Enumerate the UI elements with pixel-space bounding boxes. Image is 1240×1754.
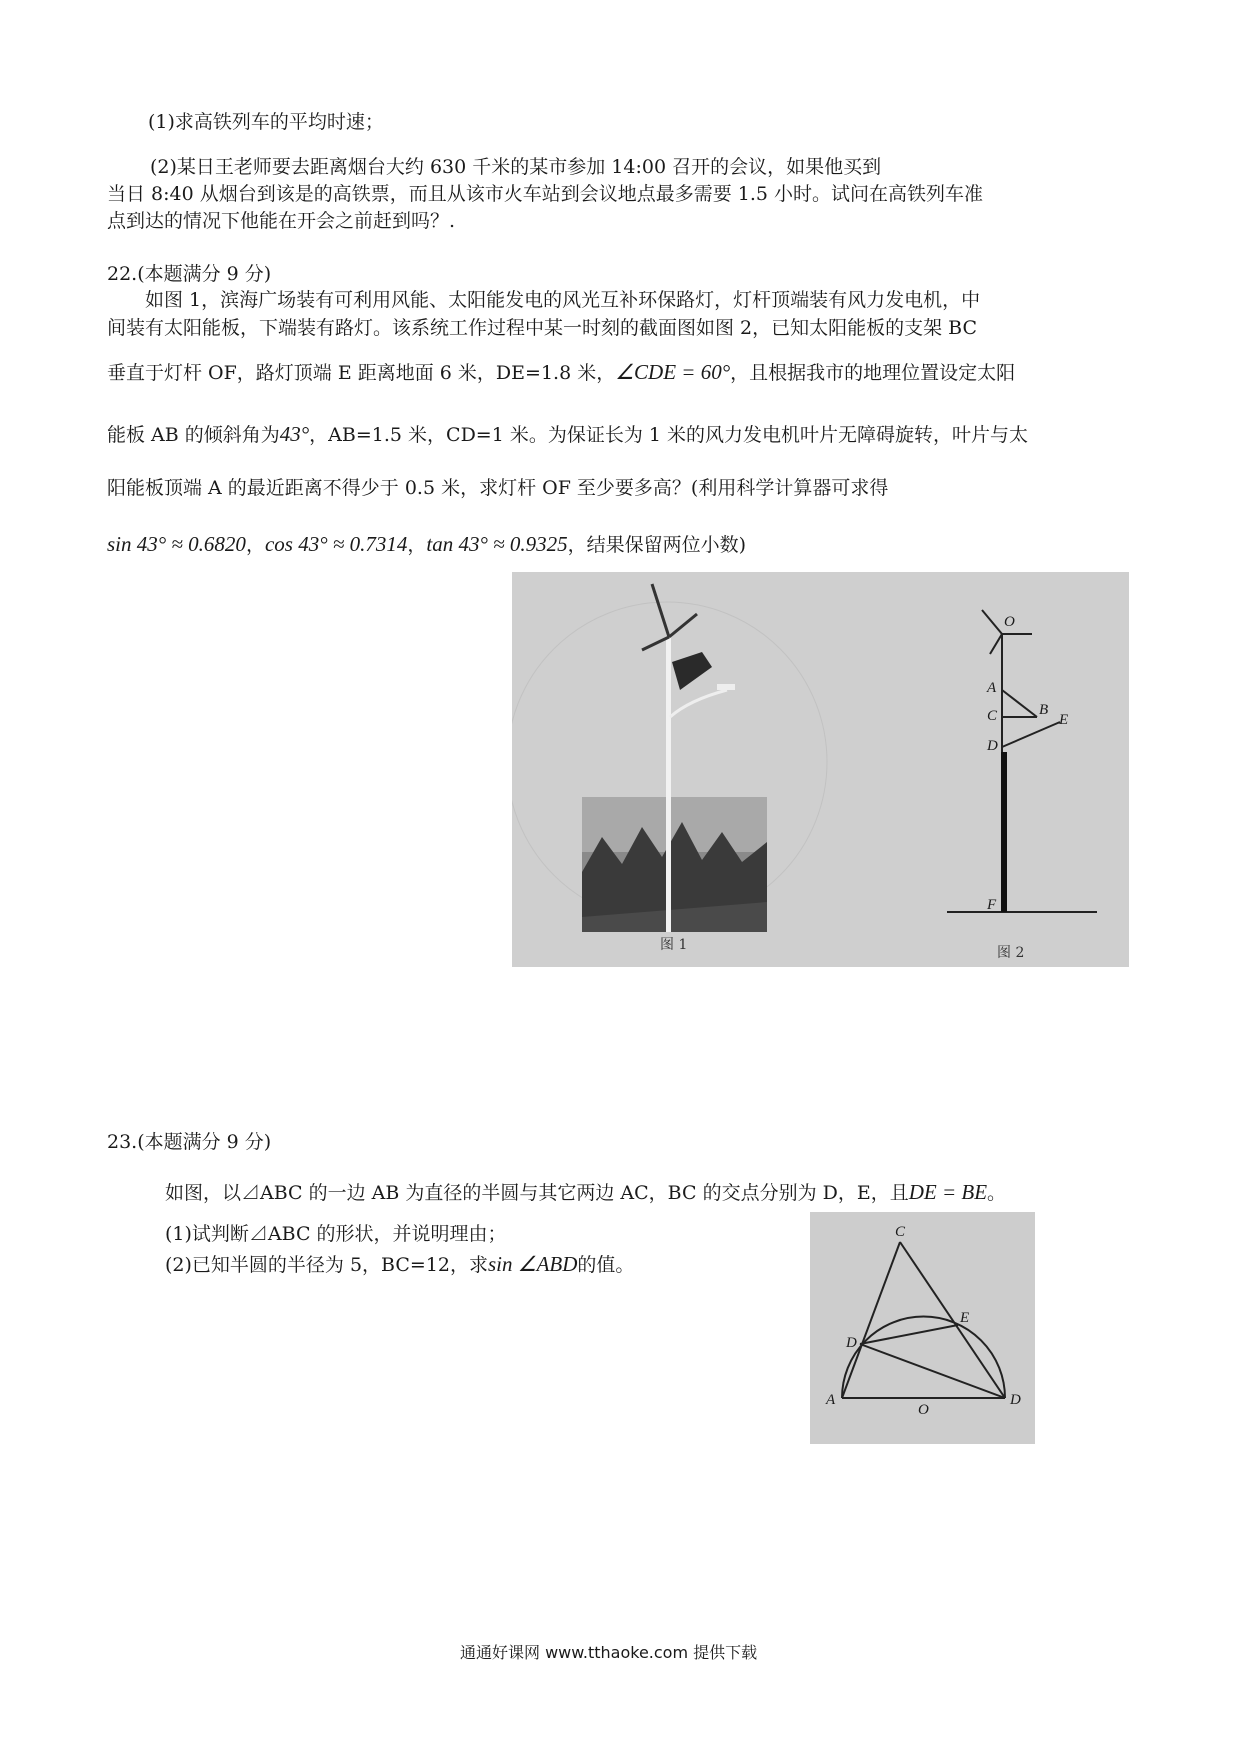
cos43-formula: cos 43° ≈ 0.7314 <box>264 532 408 556</box>
q21-part1: (1)求高铁列车的平均时速； <box>148 111 384 133</box>
q23-part2-b: 的值。 <box>577 1254 635 1276</box>
q23-stem-b: 。 <box>987 1182 1007 1204</box>
q22-text-line4-a: 能板 AB 的倾斜角为 <box>107 424 280 446</box>
sin43-formula: sin 43° ≈ 0.6820 <box>107 532 246 556</box>
q21-part2-line2: 当日 8:40 从烟台到该是的高铁票，而且从该市火车站到会议地点最多需要 1.5 小时。试问在高铁列车准 <box>107 183 984 205</box>
angle-cde-formula: ∠CDE = 60° <box>615 360 731 384</box>
tan43-formula: tan 43° ≈ 0.9325 <box>426 532 568 556</box>
label-c23: C <box>895 1224 906 1240</box>
q21-part2-line1: (2)某日王老师要去距离烟台大约 630 千米的某市参加 14:00 召开的会议，如果他买到 <box>150 156 882 178</box>
label-b23: D <box>1010 1392 1021 1408</box>
label-d: D <box>987 738 998 754</box>
q23-part2 <box>165 1252 634 1277</box>
q22-text-line3-a: 垂直于灯杆 OF，路灯顶端 E 距离地面 6 米，DE=1.8 米， <box>107 362 616 384</box>
q23-part2-a: (2)已知半圆的半径为 5，BC=12，求 <box>165 1254 488 1276</box>
q22-text-line4-b: ，AB=1.5 米，CD=1 米。为保证长为 1 米的风力发电机叶片无障碍旋转，叶片与太 <box>309 424 1029 446</box>
incline-angle-formula: 43° <box>279 422 310 446</box>
q23-figure-panel <box>810 1212 1035 1444</box>
q22-figure-panel <box>512 572 1129 967</box>
q22-text-line6-tail: ，结果保留两位小数) <box>567 534 747 556</box>
de-equals-be-formula: DE = BE <box>908 1180 988 1204</box>
figure1-caption: 图 1 <box>660 937 688 953</box>
label-d23: D <box>846 1335 857 1351</box>
label-c: C <box>987 708 998 724</box>
side-bc <box>900 1242 1005 1398</box>
q23-stem-a: 如图，以⊿ABC 的一边 AB 为直径的半圆与其它两边 AC，BC 的交点分别为 D，E，且 <box>165 1182 909 1204</box>
q22-text-line2: 间装有太阳能板，下端装有路灯。该系统工作过程中某一时刻的截面图如图 2，已知太阳能板的支架 BC <box>107 317 978 339</box>
figure2-caption: 图 2 <box>997 945 1025 961</box>
q22-text-line4 <box>107 422 1028 447</box>
q22-text-line1: 如图 1，滨海广场装有可利用风能、太阳能发电的风光互补环保路灯，灯杆顶端装有风力发电机，中 <box>145 289 981 311</box>
q23-stem <box>165 1180 1006 1205</box>
q22-text-line5: 阳能板顶端 A 的最近距离不得少于 0.5 米，求灯杆 OF 至少要多高？(利用科学计算器可求得 <box>107 477 889 499</box>
page-footer: 通通好课网 www.tthaoke.com 提供下载 <box>460 1643 758 1662</box>
q22-text-line3-b: ，且根据我市的地理位置设定太阳 <box>730 362 1016 384</box>
label-a23: A <box>826 1392 836 1408</box>
label-e: E <box>1059 712 1069 728</box>
sep-2: ， <box>407 534 427 556</box>
sep-1: ， <box>245 534 265 556</box>
chord-de <box>860 1325 958 1344</box>
figure2-diagram <box>512 572 1129 967</box>
label-a: A <box>987 680 997 696</box>
label-e23: E <box>960 1310 970 1326</box>
label-f: F <box>987 897 997 913</box>
side-ac <box>842 1242 900 1398</box>
q22-header: 22.(本题满分 9 分) <box>107 263 272 285</box>
semicircle <box>842 1317 1005 1398</box>
fig2-blade <box>982 610 1002 634</box>
q22-text-line3 <box>107 360 1015 385</box>
label-o23: O <box>918 1402 929 1418</box>
q22-text-line6 <box>107 532 746 557</box>
sin-abd-formula: sin ∠ABD <box>488 1252 578 1276</box>
segment-ab <box>1002 690 1037 717</box>
label-o: O <box>1004 614 1015 630</box>
q23-header: 23.(本题满分 9 分) <box>107 1131 272 1153</box>
chord-db <box>860 1344 1005 1398</box>
label-b: B <box>1039 702 1049 718</box>
segment-de <box>1002 722 1060 747</box>
fig2-blade <box>990 634 1002 654</box>
q21-part2-line3: 点到达的情况下他能在开会之前赶到吗？. <box>107 210 456 232</box>
q23-part1: (1)试判断⊿ABC 的形状，并说明理由； <box>165 1223 507 1245</box>
